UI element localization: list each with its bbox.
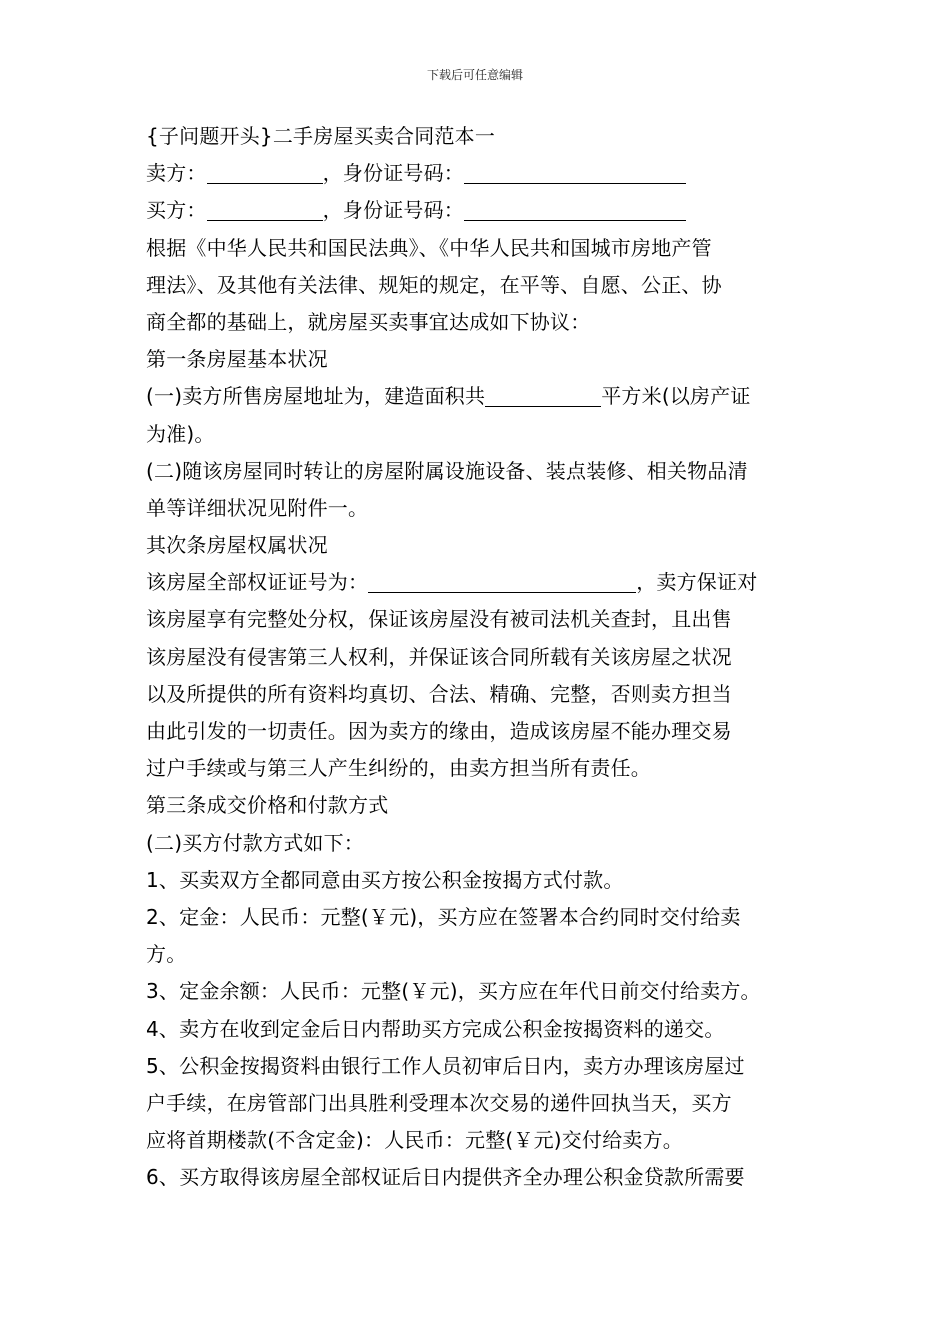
paragraph-line: 根据《中华人民共和国民法典》、《中华人民共和国城市房地产管: [146, 235, 712, 260]
section-heading-3: 第三条成交价格和付款方式: [146, 793, 389, 818]
area-line: [146, 378, 808, 415]
cert-text-before: 该房屋全部权证证号为：: [146, 570, 369, 595]
clause-4: 4、卖方在收到定金后日内帮助买方完成公积金按揭资料的递交。: [146, 1016, 725, 1041]
seller-line: [146, 155, 808, 192]
seller-id-label: ，身份证号码：: [322, 161, 465, 186]
clause-3: 3、定金余额：人民币：元整(￥元)，买方应在年代日前交付给卖方。: [146, 979, 761, 1004]
paragraph-line: 该房屋没有侵害第三人权利，并保证该合同所载有关该房屋之状况: [146, 644, 732, 669]
clause-2: 2、定金：人民币：元整(￥元)，买方应在签署本合约同时交付给卖: [146, 904, 741, 929]
paragraph-line: 户手续，在房管部门出具胜利受理本次交易的递件回执当天，买方: [146, 1090, 732, 1115]
seller-id-blank[interactable]: [464, 161, 686, 184]
contract-title: {子问题开头}二手房屋买卖合同范本一: [146, 124, 496, 148]
area-text-after: 平方米(以房产证: [601, 384, 751, 409]
clause-1: 1、买卖双方全都同意由买方按公积金按揭方式付款。: [146, 867, 624, 892]
contract-body: [146, 118, 808, 1196]
paragraph-line: 过户手续或与第三人产生纠纷的，由卖方担当所有责任。: [146, 756, 651, 781]
paragraph-line: 该房屋享有完整处分权，保证该房屋没有被司法机关查封，且出售: [146, 607, 732, 632]
clause-6: 6、买方取得该房屋全部权证后日内提供齐全办理公积金贷款所需要: [146, 1165, 745, 1190]
paragraph-line: (二)随该房屋同时转让的房屋附属设施设备、装点装修、相关物品清: [146, 458, 748, 483]
buyer-label: 买方：: [146, 198, 207, 223]
buyer-id-label: ，身份证号码：: [322, 198, 465, 223]
area-blank[interactable]: [485, 384, 601, 407]
paragraph-line: 商全都的基础上，就房屋买卖事宜达成如下协议：: [146, 309, 591, 334]
cert-number-blank[interactable]: [368, 570, 636, 593]
section-heading-1: 第一条房屋基本状况: [146, 347, 328, 372]
cert-line: [146, 564, 808, 601]
paragraph-line: 以及所提供的所有资料均真切、合法、精确、完整，否则卖方担当: [146, 681, 732, 706]
seller-label: 卖方：: [146, 161, 207, 186]
seller-name-blank[interactable]: [207, 161, 323, 184]
buyer-line: [146, 192, 808, 229]
paragraph-line: 由此引发的一切责任。因为卖方的缘由，造成该房屋不能办理交易: [146, 719, 732, 743]
area-text-before: (一)卖方所售房屋地址为，建造面积共: [146, 384, 486, 409]
header-note: 下载后可任意编辑: [426, 68, 523, 82]
paragraph-line: 单等详细状况见附件一。: [146, 495, 369, 520]
buyer-id-blank[interactable]: [464, 198, 686, 221]
paragraph-line: 为准)。: [146, 421, 215, 446]
section-heading-2: 其次条房屋权属状况: [146, 533, 328, 558]
paragraph-line: 应将首期楼款(不含定金)：人民币：元整(￥元)交付给卖方。: [146, 1128, 684, 1153]
cert-text-after: ，卖方保证对: [636, 570, 758, 595]
paragraph-line: 理法》、及其他有关法律、规矩的规定，在平等、自愿、公正、协: [146, 272, 722, 297]
paragraph-line: 方。: [146, 942, 187, 967]
paragraph-line: (二)买方付款方式如下：: [146, 830, 365, 855]
clause-5: 5、公积金按揭资料由银行工作人员初审后日内，卖方办理该房屋过: [146, 1053, 745, 1078]
buyer-name-blank[interactable]: [207, 198, 323, 221]
